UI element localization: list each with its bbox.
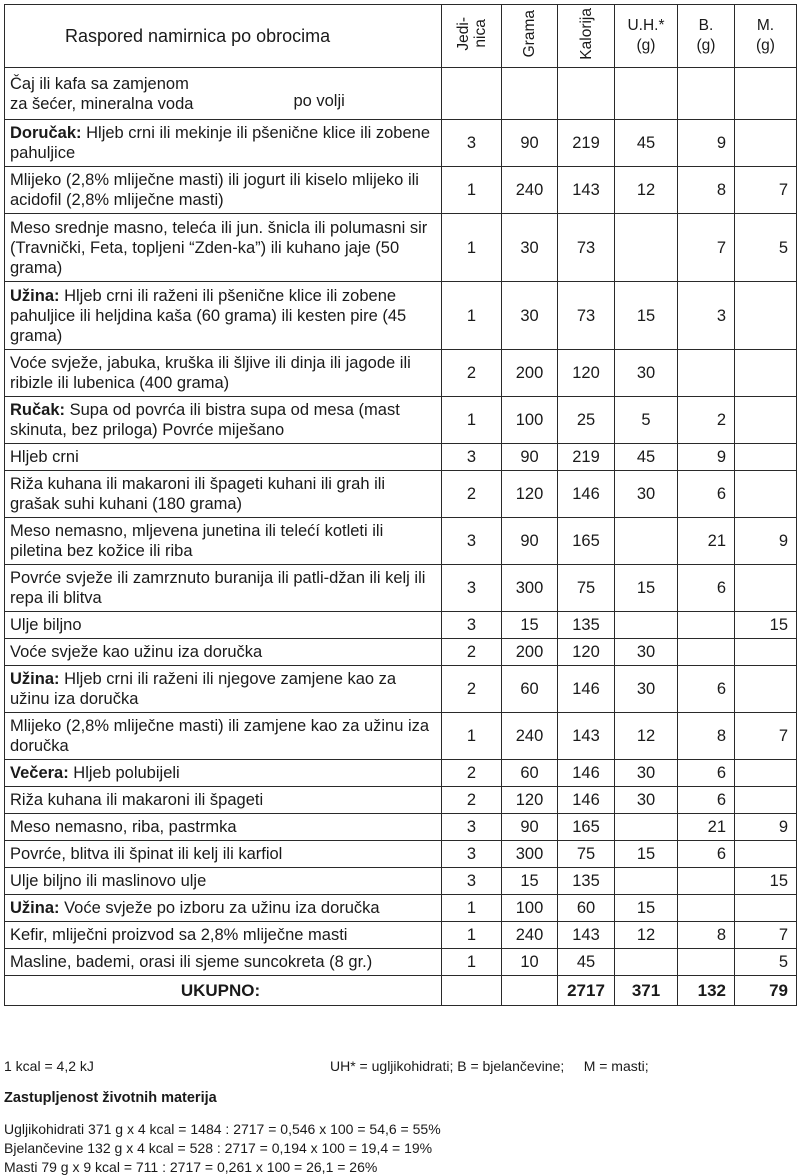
cell-carbs <box>615 949 678 976</box>
cell-protein: 21 <box>678 518 735 565</box>
cell-units: 3 <box>442 814 502 841</box>
cell-grams: 15 <box>502 612 558 639</box>
food-description <box>5 120 442 167</box>
header-row <box>5 5 797 68</box>
cell-fat <box>735 666 797 713</box>
cell-units: 1 <box>442 713 502 760</box>
food-text: Ulje biljno <box>10 616 82 634</box>
table-row <box>5 895 797 922</box>
cell-grams: 60 <box>502 666 558 713</box>
cell-grams: 240 <box>502 922 558 949</box>
cell-units: 3 <box>442 841 502 868</box>
col-cal-header <box>558 5 615 68</box>
food-text: Mlijeko (2,8% mliječne masti) ili jogurt ili kiselo mlijeko ili acidofil (2,8% mliječne masti) <box>10 171 419 209</box>
food-description <box>5 760 442 787</box>
cell-grams: 30 <box>502 214 558 282</box>
cell-fat <box>735 760 797 787</box>
table-row <box>5 518 797 565</box>
cell-calories: 75 <box>558 565 615 612</box>
cell-grams: 100 <box>502 397 558 444</box>
food-text: Masline, bademi, orasi ili sjeme suncokreta (8 gr.) <box>10 953 373 971</box>
cell-calories: 143 <box>558 713 615 760</box>
cell-calories: 25 <box>558 397 615 444</box>
table-row <box>5 565 797 612</box>
food-description <box>5 639 442 666</box>
footnote-legend: UH* = ugljikohidrati; B = bjelančevine; M = masti; <box>330 1058 649 1074</box>
cell-fat <box>735 397 797 444</box>
cell-units: 2 <box>442 787 502 814</box>
cell-grams: 60 <box>502 760 558 787</box>
food-text: Čaj ili kafa sa zamjenom za šećer, mineralna voda <box>10 74 194 113</box>
cell-units: 1 <box>442 949 502 976</box>
food-description <box>5 713 442 760</box>
cell-grams: 10 <box>502 949 558 976</box>
cell-fat <box>735 565 797 612</box>
cell-units: 3 <box>442 612 502 639</box>
cell-calories <box>558 68 615 120</box>
cell-fat <box>735 895 797 922</box>
cell-carbs: 30 <box>615 471 678 518</box>
cell-fat <box>735 282 797 350</box>
table-row <box>5 949 797 976</box>
total-grams <box>502 976 558 1006</box>
food-description <box>5 471 442 518</box>
food-text: Hljeb crni ili raženi ili pšenične klice ili zobene pahuljice ili heljdina kaša (60 grama) ili kesten pire (45 grama) <box>10 286 407 345</box>
table-row <box>5 68 797 120</box>
table-row <box>5 666 797 713</box>
food-description <box>5 841 442 868</box>
cell-protein: 9 <box>678 120 735 167</box>
cell-units: 2 <box>442 760 502 787</box>
cell-protein: 6 <box>678 666 735 713</box>
food-description <box>5 282 442 350</box>
table-row <box>5 713 797 760</box>
cell-protein: 6 <box>678 565 735 612</box>
col-unit-header <box>442 5 502 68</box>
table-row <box>5 471 797 518</box>
cell-grams: 300 <box>502 841 558 868</box>
cell-carbs <box>615 814 678 841</box>
cell-fat <box>735 471 797 518</box>
cell-carbs <box>615 518 678 565</box>
cell-grams: 240 <box>502 713 558 760</box>
cell-protein: 21 <box>678 814 735 841</box>
cell-protein <box>678 868 735 895</box>
table-row <box>5 868 797 895</box>
cell-calories: 146 <box>558 760 615 787</box>
total-row <box>5 976 797 1006</box>
col-cal-label: Kalorija <box>577 7 595 60</box>
food-description <box>5 350 442 397</box>
food-text: Voće svježe kao užinu iza doručka <box>10 643 263 661</box>
cell-protein <box>678 350 735 397</box>
cell-calories: 120 <box>558 639 615 666</box>
cell-fat <box>735 444 797 471</box>
table-row <box>5 282 797 350</box>
cell-fat <box>735 841 797 868</box>
cell-units: 2 <box>442 471 502 518</box>
cell-protein: 6 <box>678 841 735 868</box>
total-fat: 79 <box>735 976 797 1006</box>
meal-label: Užina: <box>10 670 60 688</box>
cell-protein <box>678 949 735 976</box>
section-title: Zastupljenost životnih materija <box>4 1090 217 1106</box>
table-row <box>5 120 797 167</box>
food-description <box>5 68 442 120</box>
cell-fat <box>735 68 797 120</box>
cell-calories: 120 <box>558 350 615 397</box>
col-unit-label: Jedi- nica <box>454 16 489 51</box>
food-description <box>5 612 442 639</box>
food-text: Riža kuhana ili makaroni ili špageti kuhani ili grah ili grašak suhi kuhani (180 grama) <box>10 475 386 513</box>
cell-protein: 8 <box>678 167 735 214</box>
food-text: Kefir, mliječni proizvod sa 2,8% mliječne masti <box>10 926 348 944</box>
cell-fat: 9 <box>735 518 797 565</box>
cell-carbs: 12 <box>615 713 678 760</box>
food-text: Hljeb crni ili mekinje ili pšenične klice ili zobene pahuljice <box>10 124 431 162</box>
cell-carbs: 30 <box>615 639 678 666</box>
food-description <box>5 397 442 444</box>
food-description <box>5 444 442 471</box>
cell-grams: 300 <box>502 565 558 612</box>
cell-carbs: 30 <box>615 350 678 397</box>
food-text: Supa od povrća ili bistra supa od mesa (mast skinuta, bez priloga) Povrće miješano <box>10 401 400 439</box>
cell-protein: 6 <box>678 471 735 518</box>
cell-units: 1 <box>442 214 502 282</box>
cell-fat: 7 <box>735 922 797 949</box>
food-description <box>5 922 442 949</box>
cell-protein: 7 <box>678 214 735 282</box>
food-text: Meso nemasno, riba, pastrmka <box>10 818 237 836</box>
col-carb-header: U.H.* (g) <box>615 5 678 68</box>
cell-grams: 100 <box>502 895 558 922</box>
food-description <box>5 868 442 895</box>
food-description <box>5 814 442 841</box>
footnote-kcal: 1 kcal = 4,2 kJ <box>4 1058 94 1074</box>
food-description <box>5 895 442 922</box>
cell-carbs: 45 <box>615 120 678 167</box>
cell-grams: 200 <box>502 350 558 397</box>
cell-units: 3 <box>442 565 502 612</box>
cell-calories: 73 <box>558 214 615 282</box>
total-calories: 2717 <box>558 976 615 1006</box>
food-text: Voće svježe, jabuka, kruška ili šljive ili dinja ili jagode ili ribizle ili lubenica (400 grama) <box>10 354 411 392</box>
cell-units: 1 <box>442 895 502 922</box>
cell-fat: 5 <box>735 949 797 976</box>
table-row <box>5 612 797 639</box>
food-description <box>5 787 442 814</box>
table-title: Raspored namirnica po obrocima <box>5 5 442 68</box>
cell-protein: 8 <box>678 922 735 949</box>
food-description <box>5 214 442 282</box>
calc-protein: Bjelančevine 132 g x 4 kcal = 528 : 2717 = 0,194 x 100 = 19,4 = 19% <box>4 1140 433 1156</box>
cell-fat: 15 <box>735 612 797 639</box>
cell-calories: 146 <box>558 787 615 814</box>
food-text: Povrće svježe ili zamrznuto buranija ili patli-džan ili kelj ili repa ili blitva <box>10 569 426 607</box>
food-description <box>5 949 442 976</box>
cell-fat: 9 <box>735 814 797 841</box>
food-description <box>5 565 442 612</box>
cell-fat <box>735 639 797 666</box>
cell-units: 1 <box>442 922 502 949</box>
cell-carbs: 5 <box>615 397 678 444</box>
cell-fat: 5 <box>735 214 797 282</box>
food-description <box>5 167 442 214</box>
cell-carbs: 30 <box>615 666 678 713</box>
cell-protein <box>678 639 735 666</box>
table-row <box>5 167 797 214</box>
meal-label: Ručak: <box>10 401 66 419</box>
cell-calories: 165 <box>558 518 615 565</box>
cell-calories: 45 <box>558 949 615 976</box>
cell-grams: 90 <box>502 120 558 167</box>
cell-calories: 135 <box>558 612 615 639</box>
food-description <box>5 518 442 565</box>
cell-carbs: 30 <box>615 760 678 787</box>
meal-label: Užina: <box>10 286 60 305</box>
col-protein-header: B. (g) <box>678 5 735 68</box>
cell-carbs: 15 <box>615 565 678 612</box>
total-label: UKUPNO: <box>5 976 442 1006</box>
table-row <box>5 814 797 841</box>
cell-calories: 165 <box>558 814 615 841</box>
cell-calories: 219 <box>558 120 615 167</box>
cell-units: 1 <box>442 282 502 350</box>
cell-fat: 7 <box>735 713 797 760</box>
cell-carbs: 12 <box>615 922 678 949</box>
cell-units: 3 <box>442 444 502 471</box>
cell-fat <box>735 350 797 397</box>
table-row <box>5 350 797 397</box>
food-text: Hljeb polubijeli <box>68 764 180 782</box>
cell-protein: 2 <box>678 397 735 444</box>
cell-units: 2 <box>442 666 502 713</box>
cell-grams: 200 <box>502 639 558 666</box>
table-row <box>5 787 797 814</box>
cell-grams: 90 <box>502 518 558 565</box>
cell-grams: 90 <box>502 444 558 471</box>
cell-protein <box>678 895 735 922</box>
cell-protein: 6 <box>678 760 735 787</box>
cell-carbs: 45 <box>615 444 678 471</box>
table-row <box>5 639 797 666</box>
meal-plan-table <box>4 4 797 1006</box>
aside-note: po volji <box>293 91 345 110</box>
cell-carbs <box>615 612 678 639</box>
cell-fat <box>735 120 797 167</box>
col-fat-header: M. (g) <box>735 5 797 68</box>
food-text: Meso nemasno, mljevena junetina ili telećí kotleti ili piletina bez kožice ili riba <box>10 522 384 560</box>
cell-protein: 6 <box>678 787 735 814</box>
cell-units: 1 <box>442 167 502 214</box>
calc-carbs: Ugljikohidrati 371 g x 4 kcal = 1484 : 2717 = 0,546 x 100 = 54,6 = 55% <box>4 1121 441 1137</box>
cell-grams: 120 <box>502 787 558 814</box>
total-carbs: 371 <box>615 976 678 1006</box>
cell-carbs: 12 <box>615 167 678 214</box>
cell-calories: 143 <box>558 167 615 214</box>
cell-carbs <box>615 214 678 282</box>
food-text: Mlijeko (2,8% mliječne masti) ili zamjene kao za užinu iza doručka <box>10 717 430 755</box>
table-row <box>5 214 797 282</box>
cell-units: 3 <box>442 868 502 895</box>
cell-grams: 120 <box>502 471 558 518</box>
total-units <box>442 976 502 1006</box>
calc-fat: Masti 79 g x 9 kcal = 711 : 2717 = 0,261 x 100 = 26,1 = 26% <box>4 1159 378 1175</box>
cell-units: 2 <box>442 350 502 397</box>
cell-grams <box>502 68 558 120</box>
cell-grams: 30 <box>502 282 558 350</box>
cell-grams: 90 <box>502 814 558 841</box>
cell-carbs: 15 <box>615 895 678 922</box>
cell-units: 2 <box>442 639 502 666</box>
cell-protein: 8 <box>678 713 735 760</box>
food-text: Meso srednje masno, teleća ili jun. šnicla ili polumasni sir (Travnički, Feta, topljeni “Zden-ka”) ili kuhano jaje (50 grama) <box>10 218 428 277</box>
meal-label: Večera: <box>10 764 69 782</box>
food-description <box>5 666 442 713</box>
cell-calories: 60 <box>558 895 615 922</box>
cell-calories: 146 <box>558 666 615 713</box>
cell-grams: 15 <box>502 868 558 895</box>
cell-calories: 75 <box>558 841 615 868</box>
cell-protein <box>678 68 735 120</box>
table-row <box>5 922 797 949</box>
cell-units: 3 <box>442 120 502 167</box>
cell-units: 3 <box>442 518 502 565</box>
table-row <box>5 760 797 787</box>
food-text: Riža kuhana ili makaroni ili špageti <box>10 791 264 809</box>
food-text: Hljeb crni ili raženi ili njegove zamjene kao za užinu iza doručka <box>10 670 397 708</box>
meal-label: Užina: <box>10 899 60 917</box>
cell-carbs <box>615 68 678 120</box>
cell-carbs: 30 <box>615 787 678 814</box>
cell-calories: 143 <box>558 922 615 949</box>
cell-carbs: 15 <box>615 282 678 350</box>
cell-calories: 135 <box>558 868 615 895</box>
cell-fat <box>735 787 797 814</box>
food-text: Povrće, blitva ili špinat ili kelj ili karfiol <box>10 845 283 863</box>
cell-protein <box>678 612 735 639</box>
food-text: Hljeb crni <box>10 448 79 466</box>
cell-fat: 15 <box>735 868 797 895</box>
food-text: Ulje biljno ili maslinovo ulje <box>10 872 207 890</box>
cell-protein: 9 <box>678 444 735 471</box>
cell-units <box>442 68 502 120</box>
cell-carbs <box>615 868 678 895</box>
cell-fat: 7 <box>735 167 797 214</box>
cell-calories: 73 <box>558 282 615 350</box>
table-row <box>5 444 797 471</box>
col-grams-label: Grama <box>521 9 538 58</box>
cell-calories: 219 <box>558 444 615 471</box>
table-row <box>5 841 797 868</box>
col-grams-header <box>502 5 558 68</box>
cell-carbs: 15 <box>615 841 678 868</box>
cell-units: 1 <box>442 397 502 444</box>
total-protein: 132 <box>678 976 735 1006</box>
cell-grams: 240 <box>502 167 558 214</box>
table-row <box>5 397 797 444</box>
cell-calories: 146 <box>558 471 615 518</box>
meal-label: Doručak: <box>10 124 82 142</box>
cell-protein: 3 <box>678 282 735 350</box>
food-text: Voće svježe po izboru za užinu iza doručka <box>59 899 380 917</box>
